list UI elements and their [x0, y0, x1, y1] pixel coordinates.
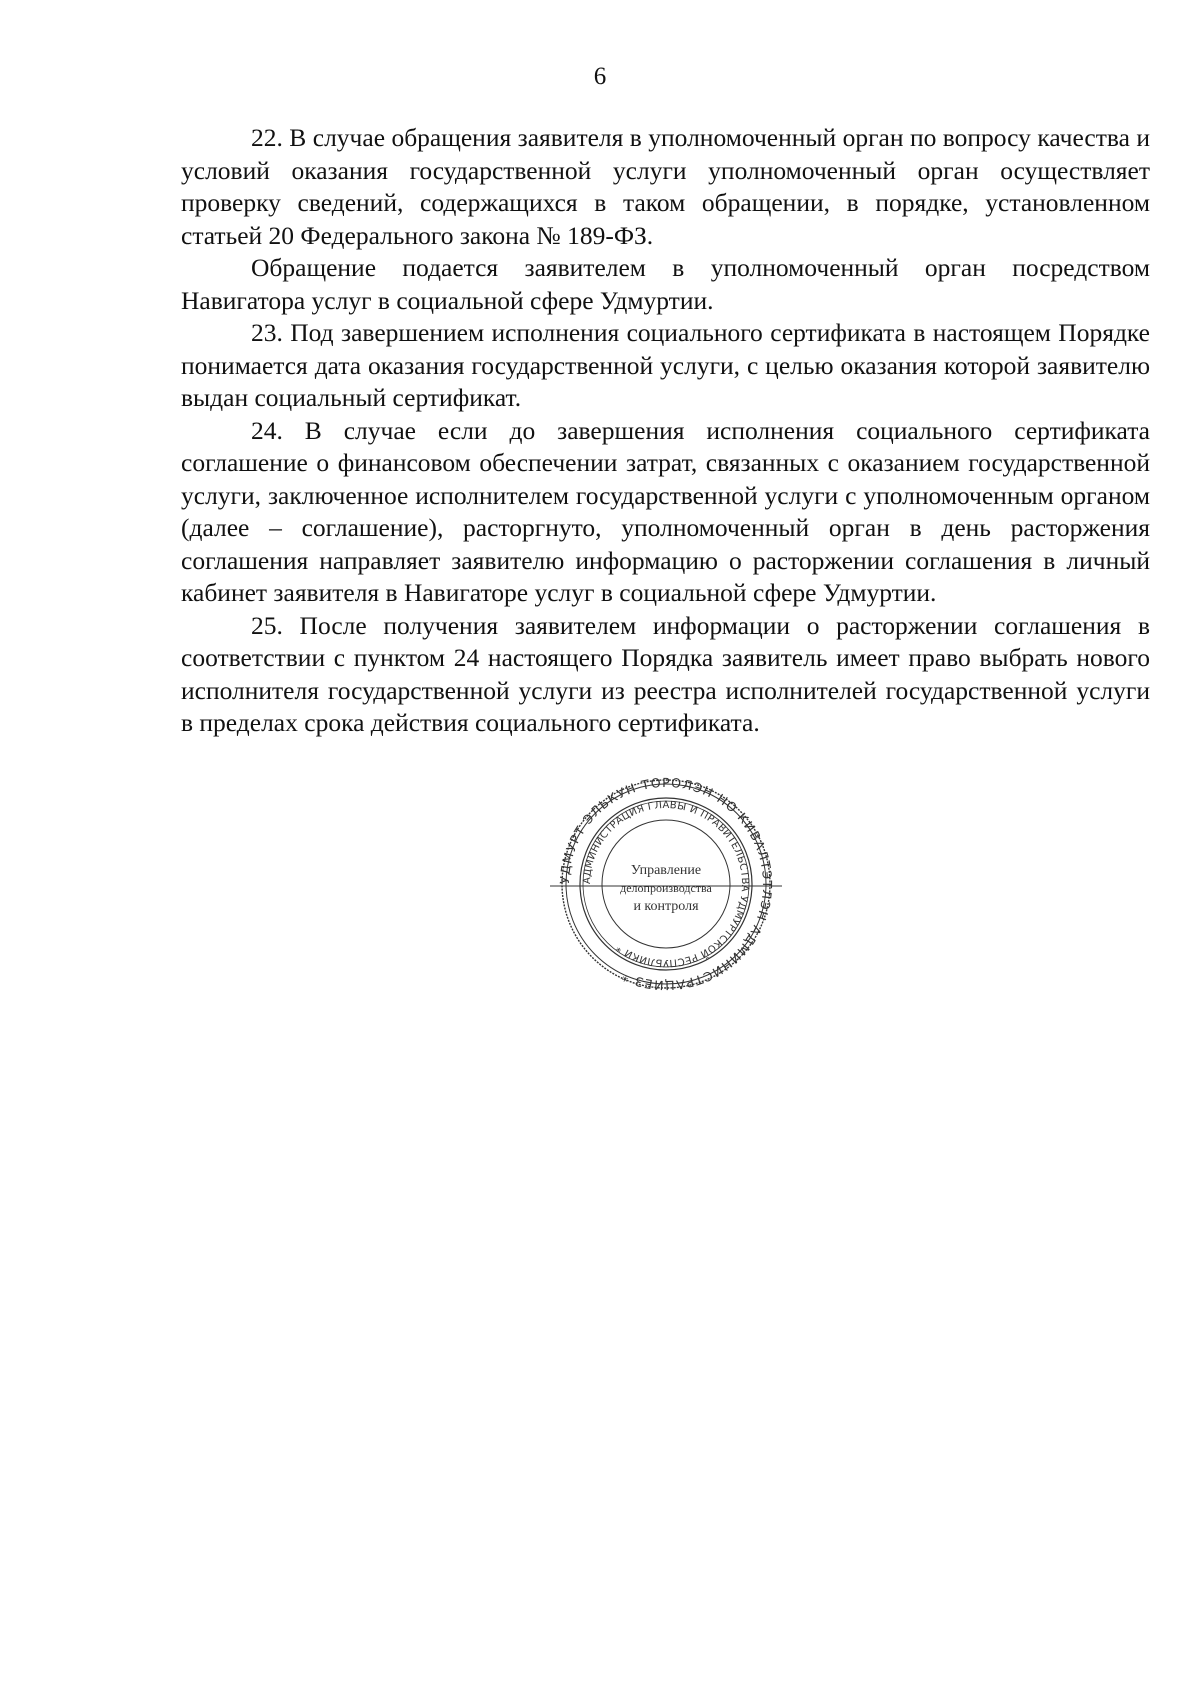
seal-center-line-1: Управление: [630, 863, 702, 878]
document-body: [181, 122, 1150, 740]
paragraph-23: 23. Под завершением исполнения социального сертификата в настоящем Порядке понимается дата оказания государственной услуги, с целью оказания которой заявителю выдан социальный сертификат.: [181, 318, 1150, 412]
paragraph-22-appeal: Обращение подается заявителем в уполномоченный орган посредством Навигатора услуг в социальной сфере Удмуртии.: [181, 253, 1150, 315]
seal-outer-ring-text: УДМУРТ ЭЛЬКУН ТОРОЛЭН НО КИВАЛТЭТЛЭН АДМИНИСТРАЦИЕЗ *: [556, 776, 776, 992]
seal-center-line-2: делопроизводства: [620, 881, 712, 895]
paragraph-22: 22. В случае обращения заявителя в уполномоченный орган по вопросу качества и условий оказания государственной услуги уполномоченный орган осуществляет проверку сведений, содержащихся в таком обращении, в порядке, установленном статьей 20 Федерального закона № 189-ФЗ.: [181, 123, 1150, 250]
official-seal: [546, 776, 786, 992]
seal-center-line-3: и контроля: [633, 899, 699, 914]
page-number: 6: [593, 63, 607, 90]
paragraph-25: 25. После получения заявителем информации о расторжении соглашения в соответствии с пунктом 24 настоящего Порядка заявитель имеет право выбрать нового исполнителя государственной услуги из реестра исполнителей государственной услуги в пределах срока действия социального сертификата.: [181, 610, 1150, 737]
seal-inner-ring-text: АДМИНИСТРАЦИЯ ГЛАВЫ И ПРАВИТЕЛЬСТВА УДМУРТСКОЙ РЕСПУБЛИКИ *: [581, 799, 751, 969]
official-seal-graphic: [546, 776, 786, 992]
paragraph-24: 24. В случае если до завершения исполнения социального сертификата соглашение о финансовом обеспечении затрат, связанных с оказанием государственной услуги, заключенное исполнителем государственной услуги с уполномоченным органом (далее – соглашение), расторгнуто, уполномоченный орган в день расторжения соглашения направляет заявителю информацию о расторжении соглашения в личный кабинет заявителя в Навигаторе услуг в социальной сфере Удмуртии.: [181, 415, 1150, 607]
